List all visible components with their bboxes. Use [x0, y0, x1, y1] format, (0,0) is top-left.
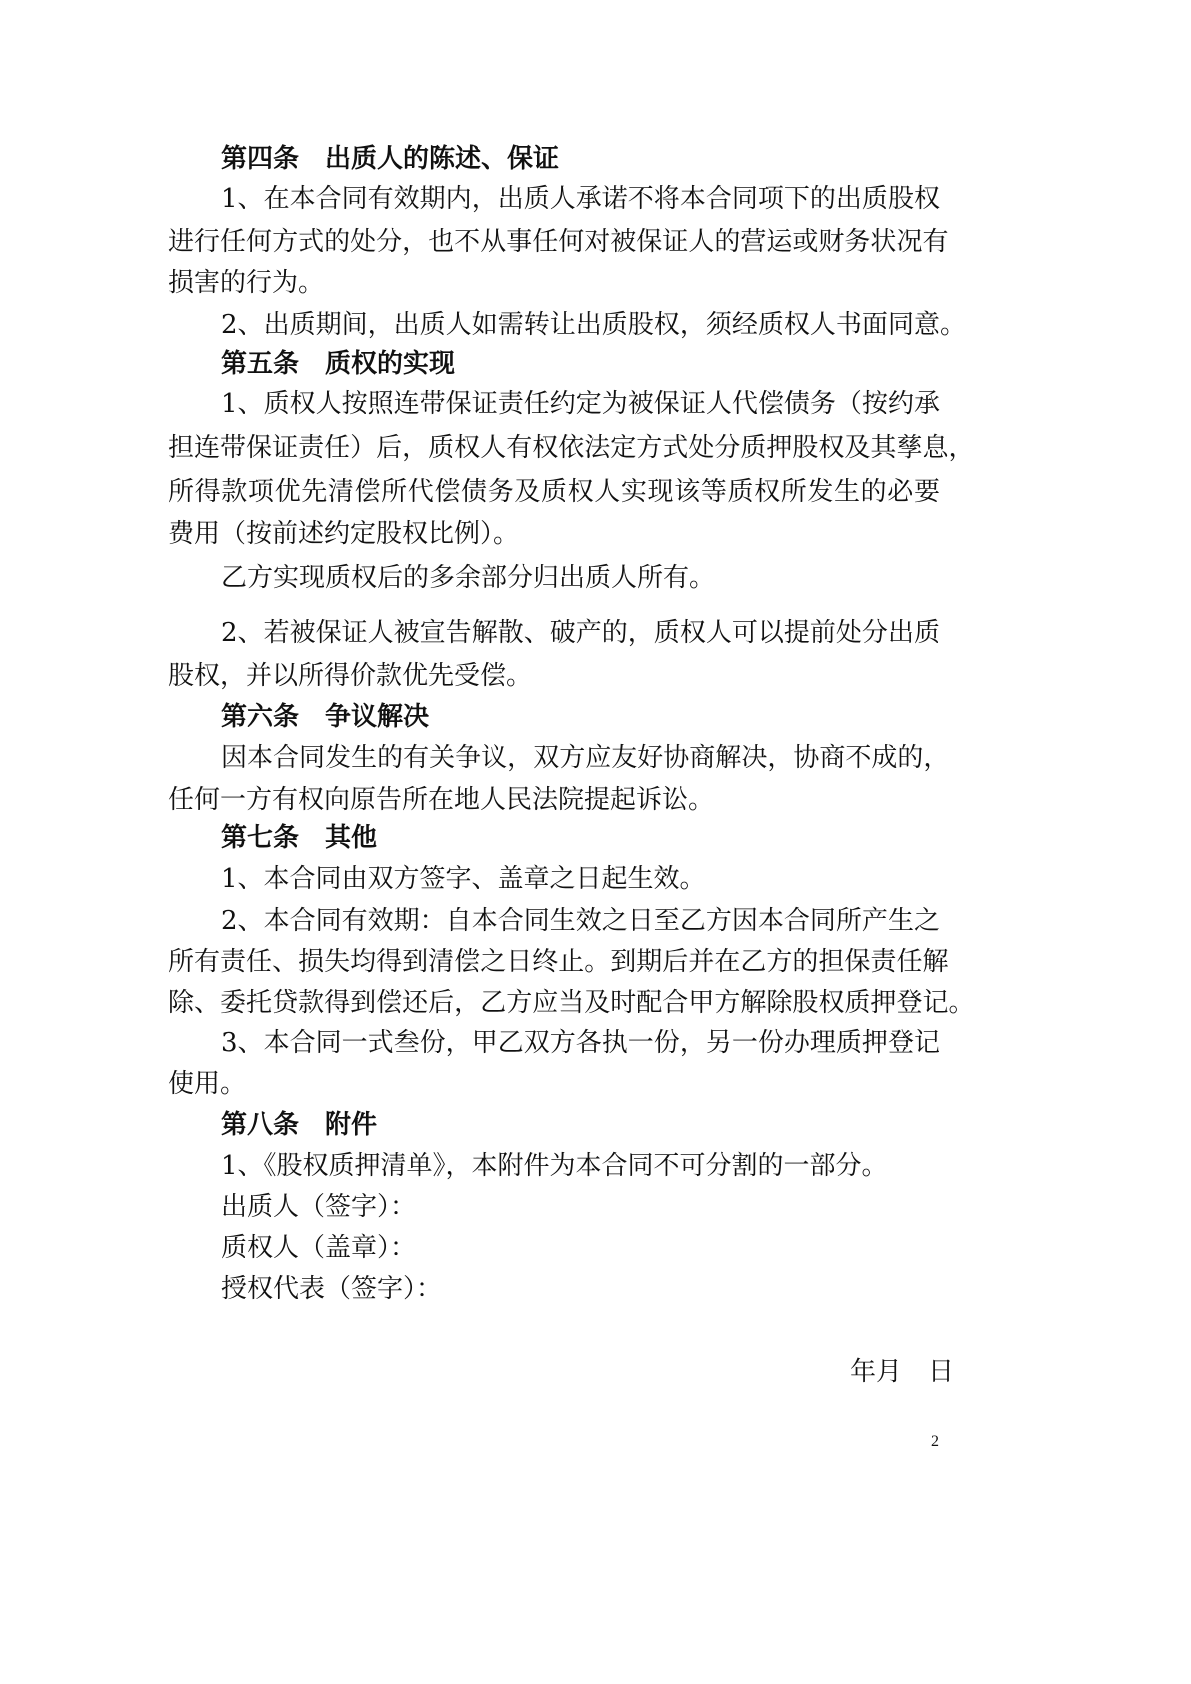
- article-7-para-2-line-1: 2 、 本 合 同 有 效 期 ： 自 本 合 同 生 效 之 日 至 乙 方 因 本 合 同 所 产 生 之: [221, 906, 940, 936]
- article-5-para-1-line-3: 所 得 款 项 优 先 清 偿 所 代 偿 债 务 及 质 权 人 实 现 该 等 质 权 所 发 生 的 必 要: [168, 477, 940, 507]
- article-4-heading: 第四条 出质人的陈述、保证: [221, 144, 560, 174]
- article-6-heading: 第六条 争议解决: [221, 702, 430, 732]
- signature-pledgee: 质权人（盖章）：: [221, 1233, 417, 1263]
- article-5-para-2-line-2: 股权，并以所得价款优先受偿。: [168, 661, 533, 691]
- article-5-para-1-line-4: 费用（按前述约定股权比例）。: [168, 519, 520, 549]
- article-4-para-1-line-3: 损害的行为。: [168, 268, 325, 298]
- article-8-para-1: 1、《股权质押清单》，本附件为本合同不可分割的一部分。: [221, 1151, 888, 1181]
- article-8-heading: 第八条 附件: [221, 1110, 378, 1140]
- article-7-para-1: 1、本合同由双方签字、盖章之日起生效。: [221, 864, 706, 894]
- article-4-para-1-line-2: 进 行 任 何 方 式 的 处 分 ， 也 不 从 事 任 何 对 被 保 证 人 的 营 运 或 财 务 状 况 有: [168, 227, 949, 257]
- article-5-para-2-line-1: 2 、 若 被 保 证 人 被 宣 告 解 散 、 破 产 的 ， 质 权 人 可 以 提 前 处 分 出 质: [221, 618, 940, 648]
- signature-representative: 授权代表（签字）：: [221, 1274, 443, 1304]
- article-7-para-3-line-2: 使用。: [168, 1069, 247, 1099]
- article-5-heading: 第五条 质权的实现: [221, 349, 456, 379]
- date-line: 年月 日: [850, 1357, 955, 1387]
- article-4-para-1-line-1: 1 、 在 本 合 同 有 效 期 内 ， 出 质 人 承 诺 不 将 本 合 同 项 下 的 出 质 股 权: [221, 184, 940, 214]
- article-5-para-1-line-2: 担 连 带 保 证 责 任 ） 后 ， 质 权 人 有 权 依 法 定 方 式 处 分 质 押 股 权 及 其 孳 息 ，: [168, 433, 975, 463]
- article-7-heading: 第七条 其他: [221, 823, 378, 853]
- article-6-para-1-line-2: 任何一方有权向原告所在地人民法院提起诉讼。: [168, 785, 715, 815]
- article-7-para-2-line-3: 除 、 委 托 贷 款 得 到 偿 还 后 ， 乙 方 应 当 及 时 配 合 甲 方 解 除 股 权 质 押 登 记 。: [168, 988, 975, 1018]
- signature-pledgor: 出质人（签字）：: [221, 1192, 417, 1222]
- article-7-para-2-line-2: 所 有 责 任 、 损 失 均 得 到 清 偿 之 日 终 止 。 到 期 后 并 在 乙 方 的 担 保 责 任 解: [168, 947, 949, 977]
- article-5-surplus-para: 乙方实现质权后的多余部分归出质人所有。: [221, 563, 716, 593]
- article-7-para-3-line-1: 3 、 本 合 同 一 式 叁 份 ， 甲 乙 双 方 各 执 一 份 ， 另 一 份 办 理 质 押 登 记: [221, 1028, 940, 1058]
- article-4-para-2: 2 、 出 质 期 间 ， 出 质 人 如 需 转 让 出 质 股 权 ， 须 经 质 权 人 书 面 同 意 。: [221, 310, 966, 340]
- article-6-para-1-line-1: 因 本 合 同 发 生 的 有 关 争 议 ， 双 方 应 友 好 协 商 解 决 ， 协 商 不 成 的 ，: [221, 743, 950, 773]
- article-5-para-1-line-1: 1 、 质 权 人 按 照 连 带 保 证 责 任 约 定 为 被 保 证 人 代 偿 债 务 （ 按 约 承: [221, 389, 940, 419]
- page-number: 2: [931, 1433, 939, 1450]
